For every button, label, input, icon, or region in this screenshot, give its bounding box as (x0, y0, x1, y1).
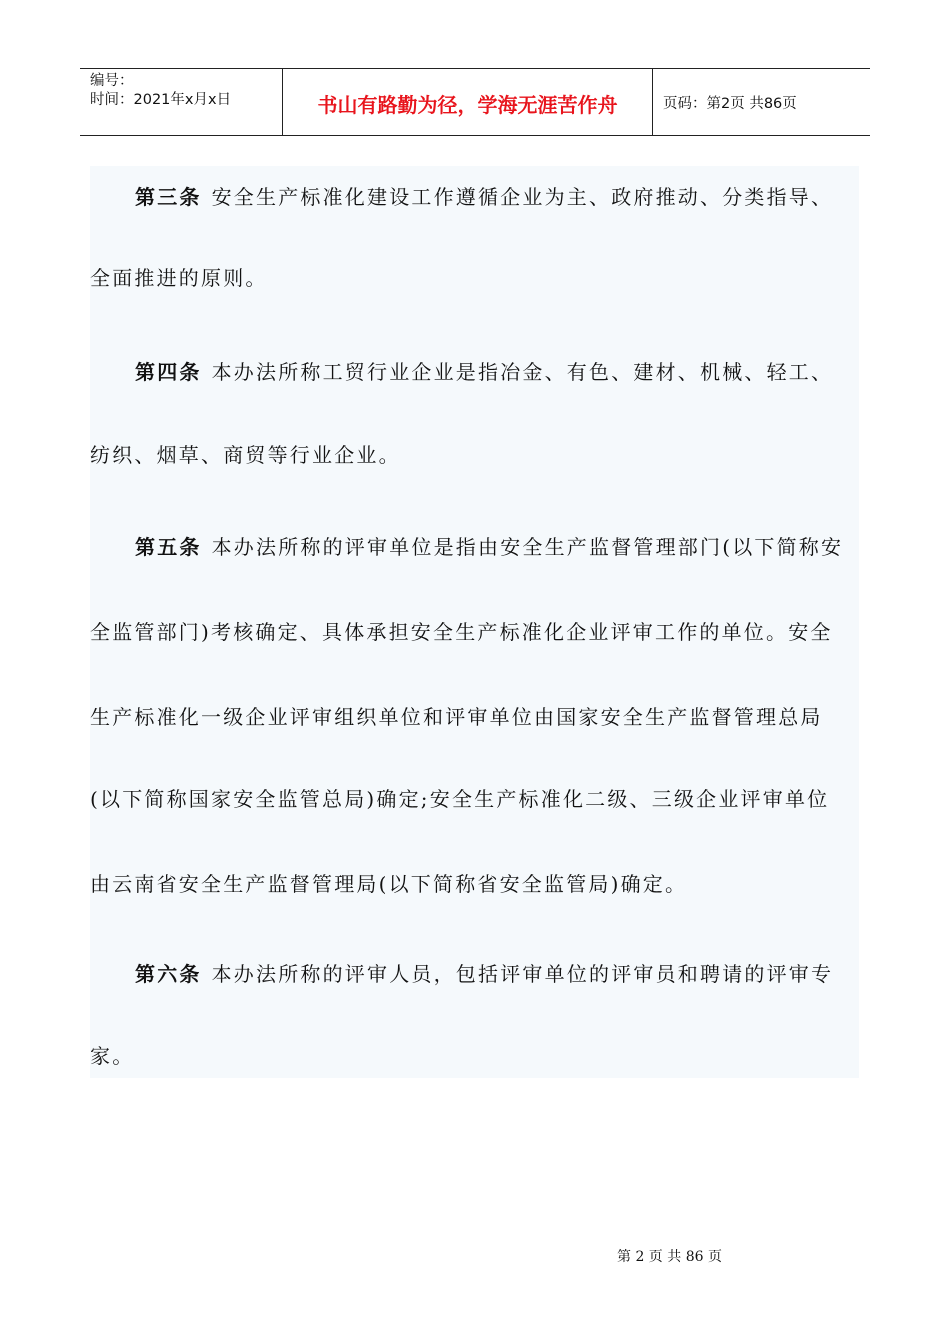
article-4-line-1 (135, 356, 833, 385)
article-5-line-2: 全监管部门)考核确定、具体承担安全生产标准化企业评审工作的单位。安全 (90, 620, 833, 644)
article-6-text: 本办法所称的评审人员，包括评审单位的评审员和聘请的评审专 (211, 962, 834, 986)
article-3-line-1 (135, 181, 833, 210)
header-page-info (653, 69, 870, 135)
article-4-text: 本办法所称工贸行业企业是指冶金、有色、建材、机械、轻工、 (211, 360, 834, 384)
page-header (80, 68, 870, 136)
motto-text: 书山有路勤为径，学海无涯苦作舟 (317, 92, 618, 117)
document-body (90, 166, 859, 1078)
article-5-line-4: (以下简称国家安全监管总局)确定;安全生产标准化二级、三级企业评审单位 (90, 787, 830, 811)
article-3-text: 安全生产标准化建设工作遵循企业为主、政府推动、分类指导、 (211, 185, 834, 209)
page-info-text: 页码：第2页 共86页 (663, 95, 797, 112)
document-time-label: 时间：2021年x月x日 (90, 92, 232, 108)
article-6-line-2: 家。 (90, 1044, 135, 1068)
document-number-label: 编号： (90, 73, 134, 89)
header-motto (282, 69, 653, 135)
article-6-line-1 (135, 958, 833, 987)
article-5-line-3: 生产标准化一级企业评审组织单位和评审单位由国家安全生产监督管理总局 (90, 705, 823, 729)
article-5-line-5: 由云南省安全生产监督管理局(以下简称省安全监管局)确定。 (90, 872, 688, 896)
article-6-title: 第六条 (135, 962, 202, 986)
article-4-title: 第四条 (135, 360, 202, 384)
article-3-line-2: 全面推进的原则。 (90, 266, 268, 290)
header-meta (80, 69, 282, 135)
article-5-line-1 (135, 531, 843, 560)
article-4-line-2: 纺织、烟草、商贸等行业企业。 (90, 443, 401, 467)
article-5-text: 本办法所称的评审单位是指由安全生产监督管理部门(以下简称安 (211, 535, 844, 559)
article-5-title: 第五条 (135, 535, 202, 559)
article-3-title: 第三条 (135, 185, 202, 209)
page-footer: 第 2 页 共 86 页 (617, 1249, 722, 1265)
